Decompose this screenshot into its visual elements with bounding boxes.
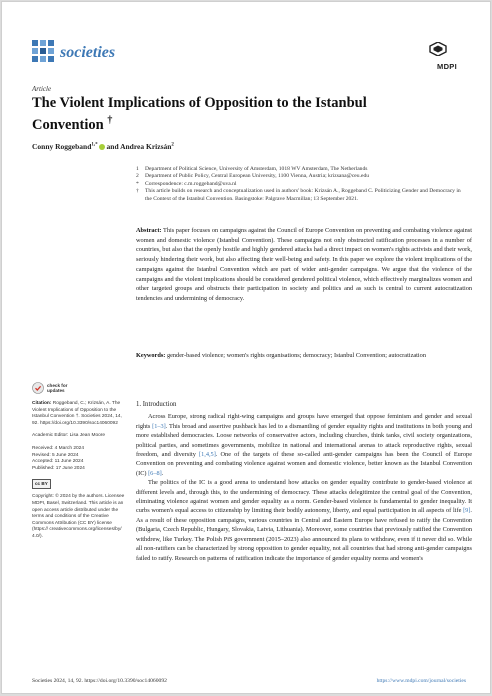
correspondence: * Correspondence: c.m.roggeband@uva.nl — [136, 180, 237, 187]
citation-link[interactable]: [1,4,5] — [199, 451, 216, 459]
publication-dates: Received: 4 March 2024 Revised: 5 June 2024 Accepted: 11 June 2024 Published: 17 June 2024 — [32, 445, 85, 471]
affiliation: 1 Department of Political Science, University of Amsterdam, 1018 WV Amsterdam, The Netherlands — [136, 166, 368, 172]
affiliations — [136, 166, 468, 203]
article-title: The Violent Implications of Opposition to the Istanbul Convention † — [32, 95, 367, 133]
article-info-sidebar — [32, 382, 127, 547]
title-footnote: † This article builds on research and conceptualization used in authors' book: Krizsán A., Roggeband C. Politicizing Gender and Democracy in the Context of the Istanbul Convention. Basingstoke: Palgrave Macmillan; 13 September 2021. — [136, 188, 461, 202]
section-heading: 1. Introduction — [136, 401, 177, 408]
article-body — [136, 400, 472, 563]
page-footer — [32, 678, 466, 684]
citation-link[interactable]: [6–8] — [148, 469, 162, 477]
article-type: Article — [32, 85, 52, 93]
publisher-name: MDPI — [437, 62, 457, 71]
publisher-logo[interactable] — [428, 42, 466, 71]
journal-name[interactable]: societies — [60, 44, 116, 61]
abstract-text: This paper focuses on campaigns against the Council of Europe Convention on preventing and combating violence against women and domestic violence (Istanbul Convention). These campaigns not only obstructed ratification processes in a number of countries, but also that the openly hostile and highly gendered attacks had a direct impact on women's rights activists and their work, seriously hindering their work, but also affecting their well-being and safety. In this paper we explore the violent implications of the campaigns against the Istanbul Convention which are part of wider anti-gender campaigns. We argue that the violence of the campaigns and the violent implications should be considered gendered political violence, which effectively marginalizes women and other targeted groups and obstructs their participation in society and politics and as such is central to current autocratization tendencies and undermining of democracy. — [136, 227, 472, 302]
paragraph: Across Europe, strong radical right-wing campaigns and groups have emerged that oppose feminism and gender and sexual rights [1–3]. This broad and assertive pushback has led to a dismantling of gender equality rights and institutions in both young and more established democracies. Loose networks of conservative actors, including churches, think tanks, civil society organizations, political parties, and sometimes governments, mobilize in national and international arenas to attack reproductive rights, sexual freedom, and diversity [1,4,5]. One of the targets of these so-called anti-gender campaigns has been the Council of Europe Convention on preventing and combating violence against women and domestic violence, better known as the Istanbul Convention (IC) [6–8]. — [136, 413, 472, 477]
academic-editor: Academic Editor: Lisa Jean Moore — [32, 433, 106, 439]
keywords-label: Keywords: — [136, 352, 166, 359]
keywords-text: gender-based violence; women's rights organisations; democracy; Istanbul Convention; autocratization — [166, 352, 426, 359]
citation-link[interactable]: [9] — [463, 507, 471, 515]
affiliation: 2 Department of Public Policy, Central European University, 1100 Vienna, Austria; krizsana@ceu.edu — [136, 173, 370, 180]
title-footnote-mark: † — [107, 115, 113, 126]
paragraph: The politics of the IC is a good arena to understand how attacks on gender equality contribute to gender-based violence at different levels and, through this, to the undermining of democracy. These attacks delegitimize the central goal of the Convention, eliminating violence against women and gender equality as a norm. Gender-based violence is fundamental to gender inequality. It curbs women's equal access to citizenship by limiting their bodily autonomy, liberty, and equal participation in all aspects of life [9]. As a result of these opposition campaigns, various countries in Central and Eastern Europe have refused to ratify the Convention (Bulgaria, Czech Republic, Hungary, Slovakia, Latvia, Lithuania). Moreover, some countries that previously ratified the Convention withdrew, like Turkey. The Polish PiS government (2015–2023) also announced its plans to withdraw, even if it never did so. While all non-ratifiers can be characterized by strong opposition to gender equality, not all countries that had strong anti-gender campaigns failed to ratify. Research on patterns of ratification indicate the importance of gender equality norms and women's — [136, 479, 472, 562]
author-name[interactable]: Conny Roggeband — [32, 142, 92, 151]
article-page — [1, 1, 491, 694]
copyright-notice: Copyright: © 2024 by the authors. Licensee MDPI, Basel, Switzerland. This article is an open access article distributed under the terms and conditions of the Creative Commons Attribution (CC BY) license (https:// creativecommons.org/licenses/by/ 4.0/). — [32, 494, 125, 539]
footer-citation: Societies 2024, 14, 92. https://doi.org/10.3390/soc14060092 — [32, 678, 167, 684]
keywords — [136, 351, 472, 361]
journal-link[interactable]: https://www.mdpi.com/journal/societies — [376, 678, 466, 684]
mdpi-logo-icon — [428, 42, 448, 56]
societies-logo-icon — [32, 40, 54, 62]
citation: Citation: Roggeband, C.; Krizsán, A. The Violent Implications of Opposition to the Istanbul Convention †. Societies 2024, 14, 92. https://doi.org/10.3390/soc14060092 — [32, 401, 122, 426]
citation-link[interactable]: [1–3] — [152, 422, 166, 430]
abstract — [136, 226, 472, 304]
check-for-updates[interactable]: check for updates — [32, 382, 127, 394]
author-list: Conny Roggeband$^{1,*}$ and Andrea Krizsán$^2$ — [32, 142, 174, 151]
author-name[interactable]: Andrea Krizsán — [120, 142, 172, 151]
abstract-label: Abstract: — [136, 227, 162, 234]
cc-license-badge[interactable]: cc BY — [32, 479, 51, 489]
check-updates-icon — [32, 382, 44, 394]
